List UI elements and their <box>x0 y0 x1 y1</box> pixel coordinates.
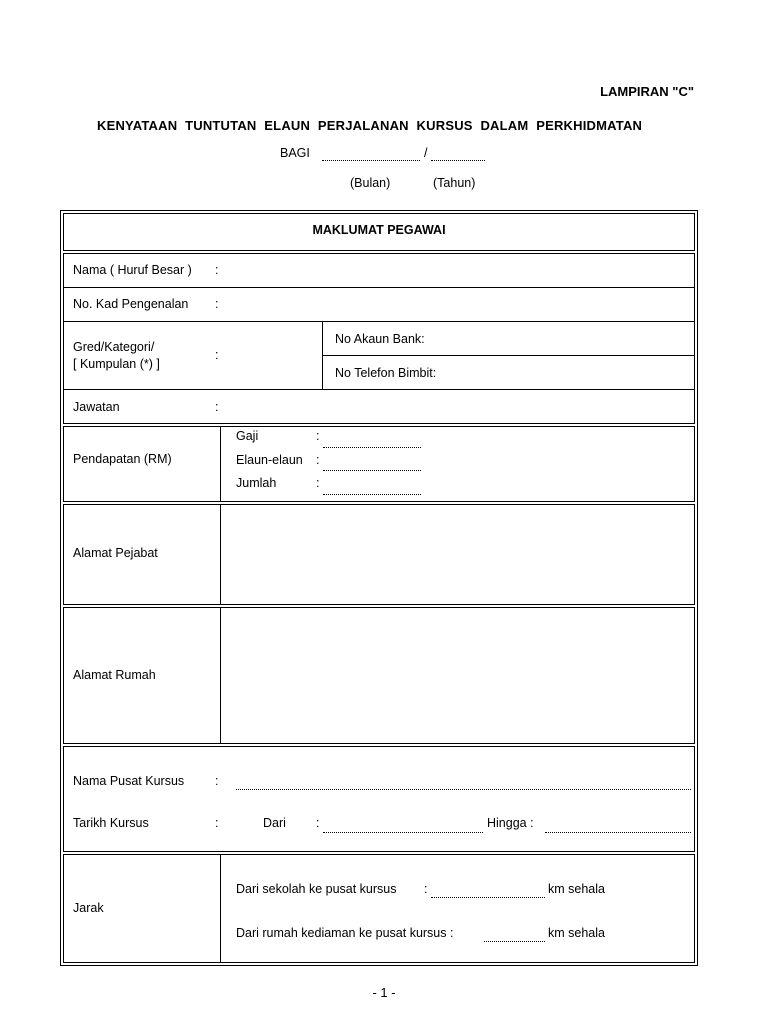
jarak-sekolah-input-line[interactable] <box>431 897 545 898</box>
bagi-label: BAGI <box>280 146 310 160</box>
jawatan-input[interactable] <box>225 393 690 419</box>
jarak-sekolah-colon: : <box>424 882 428 896</box>
km-sehala-rumah: km sehala <box>548 926 605 940</box>
jawatan-label: Jawatan <box>73 400 120 414</box>
km-sehala-sekolah: km sehala <box>548 882 605 896</box>
column-divider <box>220 504 221 605</box>
year-input-line[interactable] <box>431 160 485 161</box>
gred-input[interactable] <box>225 325 319 385</box>
jarak-rumah-input-line[interactable] <box>484 941 545 942</box>
nama-input[interactable] <box>225 257 690 283</box>
jarak-label: Jarak <box>73 901 104 915</box>
kad-pengenalan-colon: : <box>215 297 219 311</box>
jarak-block <box>63 854 695 963</box>
appendix-label: LAMPIRAN "C" <box>600 84 694 99</box>
tarikh-kursus-label: Tarikh Kursus <box>73 816 149 830</box>
row-divider <box>322 355 695 356</box>
dari-colon: : <box>316 816 320 830</box>
elaun-colon: : <box>316 453 320 467</box>
hingga-label: Hingga : <box>487 816 534 830</box>
gred-label-line2: [ Kumpulan (*) ] <box>73 357 160 371</box>
elaun-label: Elaun-elaun <box>236 453 303 467</box>
tarikh-kursus-colon: : <box>215 816 219 830</box>
month-caption: (Bulan) <box>350 176 391 190</box>
telefon-input[interactable] <box>445 359 690 385</box>
pusat-kursus-colon: : <box>215 774 219 788</box>
column-divider <box>220 854 221 963</box>
alamat-pejabat-input[interactable] <box>224 508 691 601</box>
jumlah-input-line[interactable] <box>323 494 421 495</box>
akaun-bank-label: No Akaun Bank: <box>335 332 425 346</box>
dari-label: Dari <box>263 816 286 830</box>
akaun-bank-input[interactable] <box>432 325 690 351</box>
gred-label-line1: Gred/Kategori/ <box>73 340 155 354</box>
row-divider <box>63 321 695 322</box>
kursus-block <box>63 746 695 852</box>
column-divider <box>220 607 221 744</box>
gaji-label: Gaji <box>236 429 259 443</box>
slash-separator: / <box>424 146 428 160</box>
column-divider <box>220 426 221 502</box>
nama-colon: : <box>215 263 219 277</box>
row-divider <box>63 389 695 390</box>
pendapatan-label: Pendapatan (RM) <box>73 452 172 466</box>
jarak-sekolah-label: Dari sekolah ke pusat kursus <box>236 882 397 896</box>
jawatan-colon: : <box>215 400 219 414</box>
alamat-pejabat-label: Alamat Pejabat <box>73 546 158 560</box>
page-number: - 1 - <box>372 985 396 1000</box>
jumlah-colon: : <box>316 476 320 490</box>
section-title: MAKLUMAT PEGAWAI <box>312 223 446 237</box>
jarak-rumah-label: Dari rumah kediaman ke pusat kursus : <box>236 926 454 940</box>
gred-colon: : <box>215 348 219 362</box>
kad-pengenalan-label: No. Kad Pengenalan <box>73 297 189 311</box>
gaji-input-line[interactable] <box>323 447 421 448</box>
row-divider <box>63 287 695 288</box>
document-title: KENYATAAN TUNTUTAN ELAUN PERJALANAN KURSUS DALAM PERKHIDMATAN <box>97 118 643 133</box>
year-caption: (Tahun) <box>433 176 476 190</box>
kad-pengenalan-input[interactable] <box>225 291 690 317</box>
hingga-date-input-line[interactable] <box>545 832 691 833</box>
month-input-line[interactable] <box>322 160 420 161</box>
pusat-kursus-input-line[interactable] <box>236 789 691 790</box>
pusat-kursus-label: Nama Pusat Kursus <box>73 774 185 788</box>
alamat-rumah-label: Alamat Rumah <box>73 668 156 682</box>
dari-date-input-line[interactable] <box>323 832 483 833</box>
elaun-input-line[interactable] <box>323 470 421 471</box>
gaji-colon: : <box>316 429 320 443</box>
telefon-label: No Telefon Bimbit: <box>335 366 437 380</box>
alamat-rumah-input[interactable] <box>224 611 691 740</box>
jumlah-label: Jumlah <box>236 476 277 490</box>
nama-label: Nama ( Huruf Besar ) <box>73 263 192 277</box>
